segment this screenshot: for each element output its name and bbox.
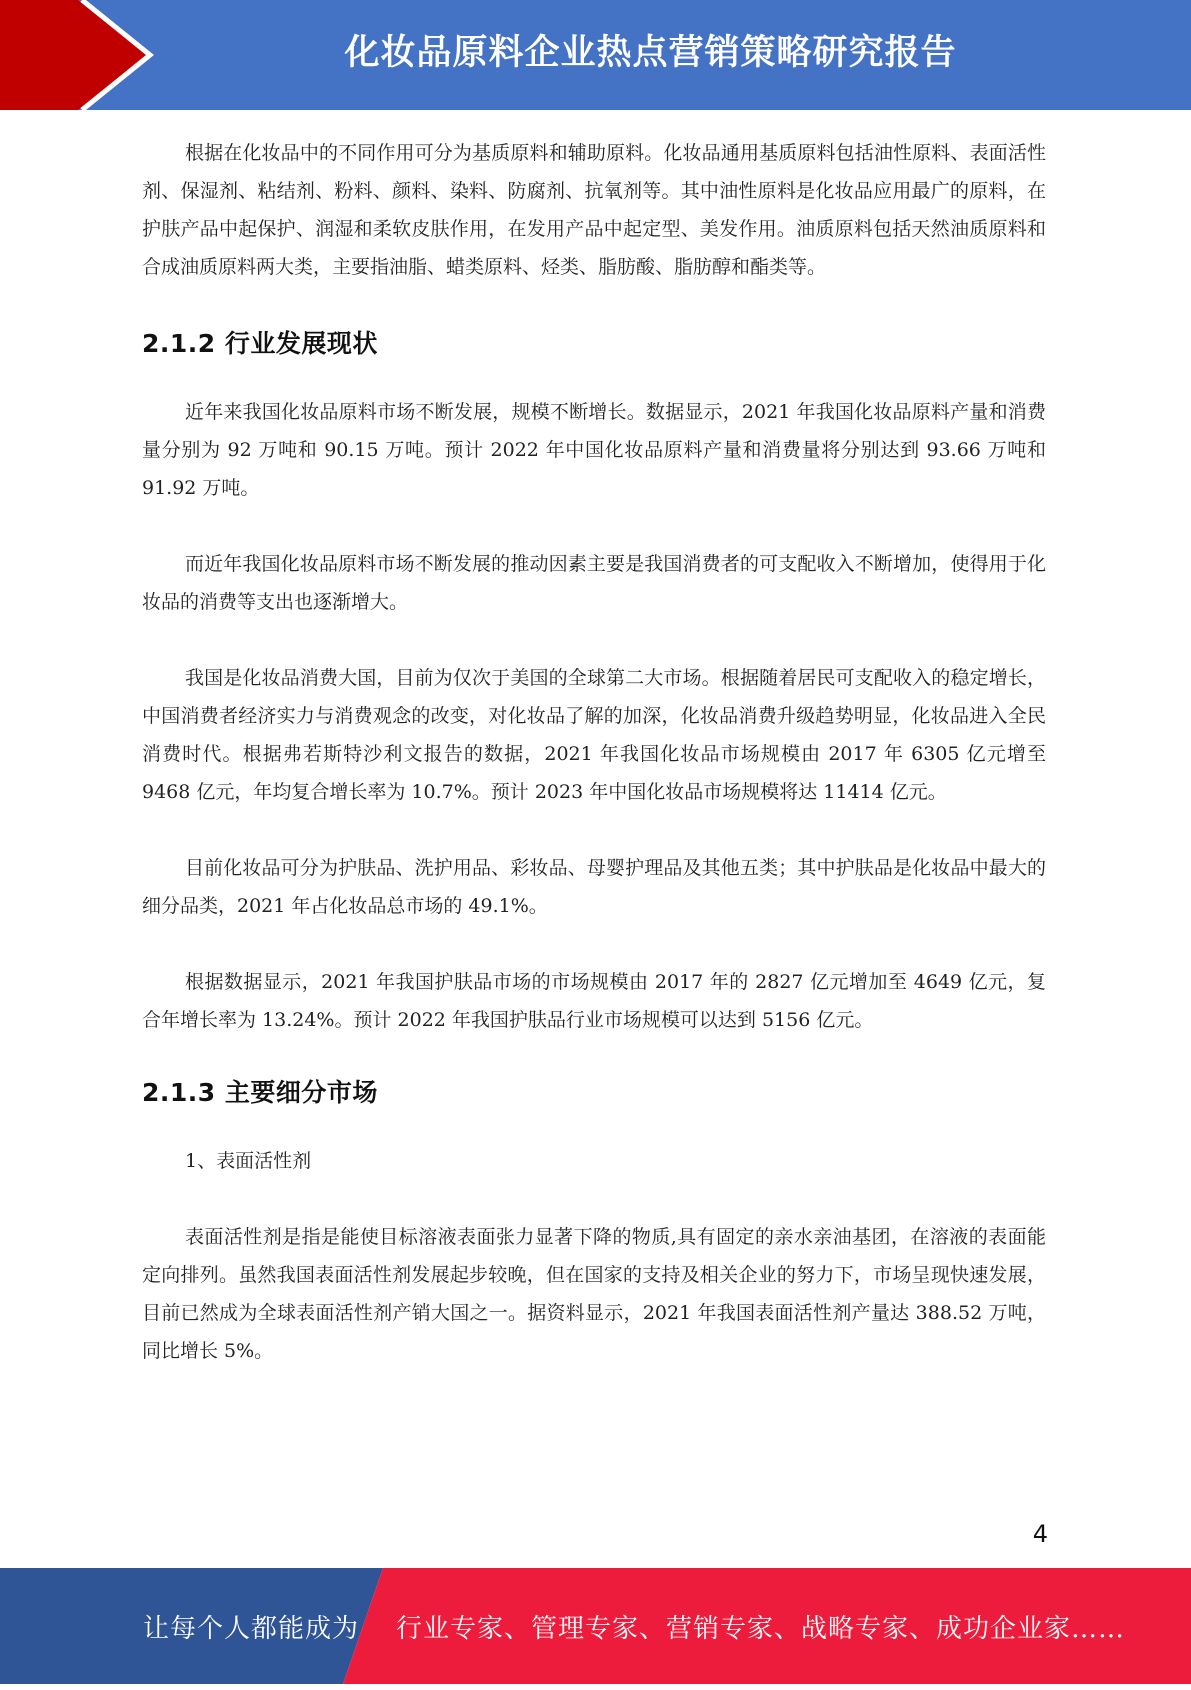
body-paragraph: 而近年我国化妆品原料市场不断发展的推动因素主要是我国消费者的可支配收入不断增加，使得用于化妆品的消费等支出也逐渐增大。 (142, 553, 1046, 613)
section-heading-2-1-3: 2.1.3 主要细分市场 (142, 1078, 378, 1107)
intro-paragraph: 根据在化妆品中的不同作用可分为基质原料和辅助原料。化妆品通用基质原料包括油性原料、表面活性剂、保湿剂、粘结剂、粉料、颜料、染料、防腐剂、抗氧剂等。其中油性原料是化妆品应用最广的原料，在护肤产品中起保护、润湿和柔软皮肤作用，在发用产品中起定型、美发作用。油质原料包括天然油质原料和合成油质原料两大类，主要指油脂、蜡类原料、烃类、脂肪酸、脂肪醇和酯类等。 (142, 142, 1046, 278)
subsection-label: 1、表面活性剂 (185, 1150, 312, 1172)
page-content (142, 134, 1046, 1370)
body-paragraph: 我国是化妆品消费大国，目前为仅次于美国的全球第二大市场。根据随着居民可支配收入的稳定增长，中国消费者经济实力与消费观念的改变，对化妆品了解的加深，化妆品消费升级趋势明显，化妆品进入全民消费时代。根据弗若斯特沙利文报告的数据，2021 年我国化妆品市场规模由 2017 年 6305 亿元增至 9468 亿元，年均复合增长率为 10.7%。预计 2023 年中国化妆品市场规模将达 11414 亿元。 (142, 667, 1046, 803)
page-footer (0, 1568, 1191, 1684)
body-paragraph: 根据数据显示，2021 年我国护肤品市场的市场规模由 2017 年的 2827 亿元增加至 4649 亿元，复合年增长率为 13.24%。预计 2022 年我国护肤品行业市场规模可以达到 5156 亿元。 (142, 971, 1046, 1031)
footer-slogan-left: 让每个人都能成为 (143, 1614, 360, 1644)
body-paragraph: 近年来我国化妆品原料市场不断发展，规模不断增长。数据显示，2021 年我国化妆品原料产量和消费量分别为 92 万吨和 90.15 万吨。预计 2022 年中国化妆品原料产量和消费量将分别达到 93.66 万吨和 91.92 万吨。 (142, 401, 1046, 499)
footer-slogan-right: 行业专家、管理专家、营销专家、战略专家、成功企业家…… (396, 1614, 1126, 1644)
body-paragraph: 表面活性剂是指是能使目标溶液表面张力显著下降的物质,具有固定的亲水亲油基团，在溶液的表面能定向排列。虽然我国表面活性剂发展起步较晚，但在国家的支持及相关企业的努力下，市场呈现快速发展，目前已然成为全球表面活性剂产销大国之一。据资料显示，2021 年我国表面活性剂产量达 388.52 万吨，同比增长 5%。 (142, 1226, 1046, 1362)
report-title: 化妆品原料企业热点营销策略研究报告 (344, 33, 957, 73)
header-chevron-arrow (0, 0, 160, 110)
body-paragraph: 目前化妆品可分为护肤品、洗护用品、彩妆品、母婴护理品及其他五类；其中护肤品是化妆品中最大的细分品类，2021 年占化妆品总市场的 49.1%。 (142, 857, 1046, 917)
section-heading-2-1-2: 2.1.2 行业发展现状 (142, 329, 378, 358)
page-header (0, 0, 1191, 110)
page-number: 4 (1032, 1520, 1048, 1548)
chevron-red-shape (0, 0, 148, 110)
